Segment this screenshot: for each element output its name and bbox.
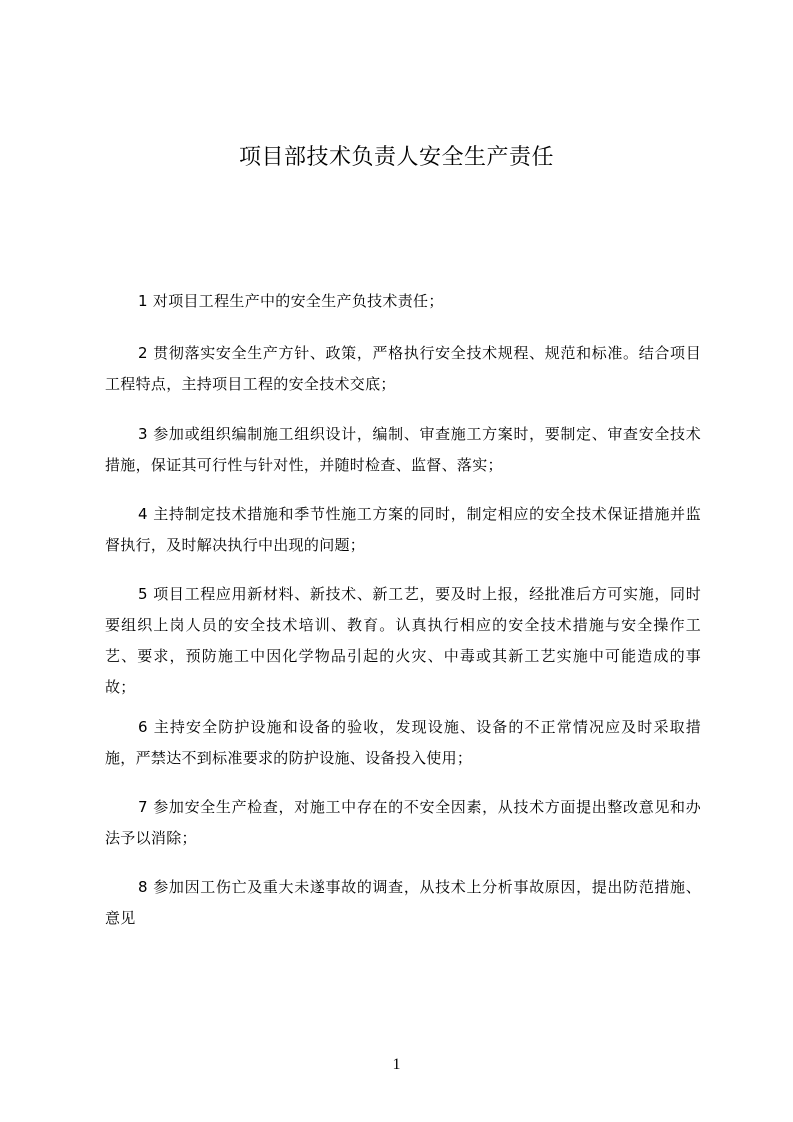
- responsibility-item-2: 2 贯彻落实安全生产方针、政策，严格执行安全技术规程、规范和标准。结合项目工程特点，主持项目工程的安全技术交底；: [105, 344, 701, 393]
- responsibility-item-4: 4 主持制定技术措施和季节性施工方案的同时，制定相应的安全技术保证措施并监督执行，及时解决执行中出现的问题；: [105, 505, 701, 554]
- responsibility-item-1: 1 对项目工程生产中的安全生产负技术责任；: [138, 292, 444, 310]
- document-title: 项目部技术负责人安全生产责任: [238, 145, 554, 170]
- responsibility-item-8: 8 参加因工伤亡及重大未遂事故的调查，从技术上分析事故原因，提出防范措施、意见: [105, 878, 701, 927]
- responsibility-item-3: 3 参加或组织编制施工组织设计，编制、审查施工方案时，要制定、审查安全技术措施，保证其可行性与针对性，并随时检查、监督、落实；: [105, 425, 701, 474]
- page-number: 1: [392, 1056, 401, 1073]
- responsibility-item-7: 7 参加安全生产检查，对施工中存在的不安全因素，从技术方面提出整改意见和办法予以消除；: [105, 798, 701, 847]
- responsibility-item-5: 5 项目工程应用新材料、新技术、新工艺，要及时上报，经批准后方可实施，同时要组织上岗人员的安全技术培训、教育。认真执行相应的安全技术措施与安全操作工艺、要求，预防施工中因化学物品引起的火灾、中毒或其新工艺实施中可能造成的事故；: [105, 585, 701, 696]
- responsibility-item-6: 6 主持安全防护设施和设备的验收，发现设施、设备的不正常情况应及时采取措施，严禁达不到标准要求的防护设施、设备投入使用；: [105, 718, 701, 767]
